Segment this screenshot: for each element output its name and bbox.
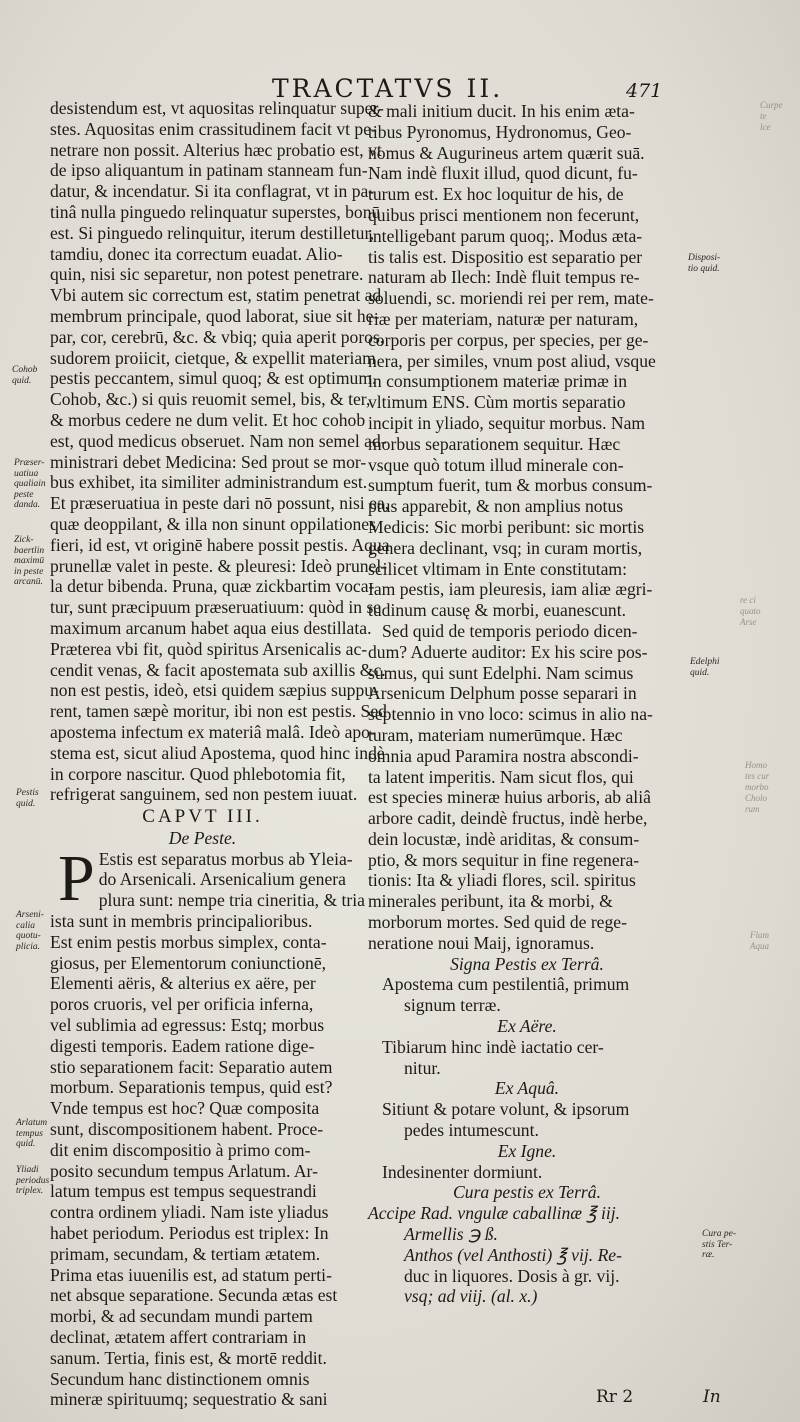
text-line: riæ per materiam, naturæ per naturam,	[368, 308, 639, 329]
section-heading: Signa Pestis ex Terrâ.	[450, 953, 604, 974]
text-line: sunt, discompositionem habent. Proce-	[50, 1119, 324, 1140]
text-line: de ipso aliquantum in patinam stanneam fun-	[50, 160, 368, 181]
text-line: est, quod medicus obseruet. Nam non semel ad-	[50, 430, 387, 451]
text-line: Sed quid de temporis periodo dicen-	[382, 620, 638, 641]
text-line: ta latent imperitis. Nam sicut flos, qui	[368, 766, 634, 787]
text-line: giosus, per Elementorum coniunctionē,	[50, 952, 327, 973]
signature-mark: Rr 2	[596, 1387, 634, 1407]
text-line: plura sunt: nempe tria cineritia, & tria	[98, 890, 365, 911]
text-line: tis talis est. Dispositio est separatio per	[368, 246, 643, 267]
text-line: desistendum est, vt aquositas relinquatur super-	[50, 98, 384, 118]
text-line: sanum. Tertia, finis est, & mortē reddit.	[50, 1347, 327, 1368]
margin-note: Cohob quid.	[12, 365, 38, 386]
text-line: Estis est separatus morbus ab Yleia-	[98, 848, 353, 869]
text-line: sumus, qui sunt Edelphi. Nam scimus	[368, 662, 634, 683]
text-line: tamdiu, donec ita correctum euadat. Alio-	[50, 243, 343, 264]
text-line: fieri, id est, vt originē habere possit pestis. Aqua	[50, 534, 390, 555]
text-line: pestis peccantem, simul quoq; & est optimum.	[50, 368, 377, 389]
catchword: In	[703, 1387, 721, 1407]
text-line: Præterea vbi fit, quòd spiritus Arsenicalis ac-	[50, 638, 368, 659]
text-line: est species mineræ huius arboris, ab aliâ	[368, 787, 651, 808]
text-line: par, cor, cerebrū, &c. & vbiq; quia aperit poros,	[50, 326, 385, 347]
chapter-heading: CAPVT III.	[142, 806, 263, 828]
text-line: quin, nisi sic separetur, non potest penetrare.	[50, 264, 364, 285]
text-line: habet periodum. Periodus est triplex: In	[50, 1223, 329, 1244]
text-line: nera, per similes, vnum post aliud, vsque	[368, 350, 656, 371]
margin-note: Zick- baertlin maximū in peste arcanū.	[14, 535, 45, 587]
bleed-through-text: Curpe te lce	[760, 100, 783, 132]
text-line: in corpore nascitur. Quod phlebotomia fit,	[50, 763, 346, 784]
section-heading: Ex Aëre.	[497, 1016, 557, 1037]
section-heading: Cura pestis ex Terrâ.	[453, 1182, 601, 1203]
margin-note: Præser- uatiua qualiain peste danda.	[14, 458, 46, 510]
margin-note: Edelphi quid.	[690, 657, 720, 678]
bleed-through-text: re ci quato Arse	[740, 595, 761, 627]
text-line: Tibiarum hinc indè iactatio cer-	[382, 1036, 604, 1057]
text-line: in consumptionem materiæ primæ in	[368, 371, 627, 392]
text-line: septennio in vno loco: scimus in alio na-	[368, 704, 653, 725]
text-line: minerales peribunt, ita & morbi, &	[368, 891, 613, 912]
text-line: naturam ab Ilech: Indè fluit tempus re-	[368, 267, 640, 288]
text-line: tur, sunt præcipuum præseruatiuum: quòd in se	[50, 597, 382, 618]
left-column	[50, 98, 390, 1410]
text-line: stes. Aquositas enim crassitudinem facit vt pe-	[50, 118, 377, 139]
bleed-through-text: Homo tes cur morbo Cholo rum	[745, 760, 770, 814]
left-column-text	[50, 98, 390, 805]
text-line: arbore cadit, deindè fructus, indè herbe,	[368, 808, 648, 829]
text-line: dum? Aduerte auditor: Ex his scire pos-	[368, 641, 648, 662]
text-line: ptio, & mors sequitur in fine regenera-	[368, 849, 640, 870]
text-line: scilicet vltimam in Ente constitutam:	[368, 558, 627, 579]
text-line: posito secundum tempus Arlatum. Ar-	[50, 1160, 318, 1181]
page-number: 471	[626, 80, 663, 102]
text-line: morbum. Separationis tempus, quid est?	[50, 1077, 333, 1098]
recipe-line: Armellis ℈ ß.	[404, 1224, 498, 1245]
text-line: poros cruoris, vel per orificia inferna,	[50, 994, 314, 1015]
margin-note: Arseni- calia quotu- plicia.	[16, 910, 44, 952]
text-line: maximum arcanum habet aqua eius destillata.	[50, 617, 372, 638]
text-line: nitur.	[404, 1057, 441, 1078]
text-line: & morbus cedere ne dum velit. Et hoc cohob	[50, 409, 366, 430]
drop-cap: P	[58, 841, 95, 915]
text-line: signum terræ.	[404, 995, 501, 1016]
text-line: do Arsenicali. Arsenicalium genera	[98, 869, 346, 890]
text-line: Secundum hanc distinctionem omnis	[50, 1368, 310, 1389]
text-line: dit enim discompositio à primo com-	[50, 1139, 311, 1160]
text-line: vltimum ENS. Cùm mortis separatio	[368, 392, 626, 413]
text-line: incipit in yliado, sequitur morbus. Nam	[368, 412, 646, 433]
recipe-line: Accipe Rad. vngulæ caballinæ ℥ iij.	[368, 1203, 621, 1224]
section-heading: Ex Aquâ.	[494, 1078, 560, 1099]
text-line: turum est. Ex hoc loquitur de his, de	[368, 184, 624, 205]
right-column-text	[368, 101, 686, 621]
text-line: sudorem proiicit, cietque, & expellit materiam	[50, 347, 376, 368]
text-line: bus exhibet, ita similiter administrandum est.	[50, 472, 368, 493]
text-line: tinâ nulla pinguedo relinquatur superstes, bonū	[50, 201, 381, 222]
text-line: vsque quò totum illud minerale con-	[368, 454, 624, 475]
text-line: tibus Pyronomus, Hydronomus, Geo-	[368, 121, 632, 142]
margin-note: Pestis quid.	[16, 788, 39, 809]
text-line: Est enim pestis morbus simplex, conta-	[50, 931, 327, 952]
recipe-line: duc in liquores. Dosis à gr. vij.	[404, 1265, 620, 1286]
text-line: Prima etas iuuenilis est, ad statum perti-	[50, 1264, 332, 1285]
text-line: Cohob, &c.) si quis reuomit semel, bis, & ter,	[50, 389, 371, 410]
text-line: dein locustæ, indè ariditas, & consum-	[368, 828, 640, 849]
text-line: digesti temporis. Eadem ratione dige-	[50, 1035, 315, 1056]
text-line: non est pestis, ideò, etsi quidem sæpius suppu-	[50, 680, 379, 701]
text-line: neratione noui Maij, ignoramus.	[368, 932, 595, 953]
margin-note: Yliadi periodus triplex.	[16, 1165, 50, 1196]
text-line: apostema infectum ex materiâ malâ. Ideò apo-	[50, 721, 376, 742]
text-line: net absque separatione. Secunda ætas est	[50, 1285, 338, 1306]
text-line: latum tempus est tempus sequestrandi	[50, 1181, 317, 1202]
text-line: omnia apud Paramira nostra abscondi-	[368, 745, 639, 766]
text-line: membrum principale, quod laborat, siue sit he-	[50, 305, 380, 326]
text-line: genera declinant, vsq; in curam mortis,	[368, 537, 643, 558]
text-line: tudinum causę & morbi, euanescunt.	[368, 600, 626, 621]
text-line: Apostema cum pestilentiâ, primum	[382, 974, 630, 995]
section-heading: Ex Igne.	[497, 1140, 557, 1161]
text-line: & mali initium ducit. In his enim æta-	[368, 101, 635, 121]
margin-note: Disposi- tio quid.	[688, 253, 721, 274]
text-line: Iam pestis, iam pleuresis, iam aliæ ægri-	[368, 579, 653, 600]
text-line: datur, & incendatur. Si ita conflagrat, vt in pa-	[50, 181, 375, 202]
text-line: cendit venas, & facit apostemata sub axillis &c.	[50, 659, 386, 680]
text-line: morborum mortes. Sed quid de rege-	[368, 912, 627, 933]
text-line: soluendi, sc. moriendi rei per rem, mate-	[368, 288, 654, 309]
text-line: Vbi autem sic correctum est, statim penetrat ad	[50, 285, 382, 306]
text-line: rent, tamen sæpè moritur, ibi non est pestis. Sed	[50, 701, 387, 722]
text-line: turam, materiam numerūmque. Hæc	[368, 724, 623, 745]
bleed-through-text: Flam Aqua	[750, 930, 769, 951]
text-line: stema est, sicut aliud Apostema, quod hinc indè	[50, 742, 385, 763]
text-line: Vnde tempus est hoc? Quæ composita	[50, 1098, 320, 1119]
text-line: la detur bibenda. Pruna, quæ zickbartim voca-	[50, 576, 375, 597]
right-column-text	[368, 621, 686, 954]
text-line: corporis per corpus, per species, per ge-	[368, 329, 649, 350]
text-line: Indesinenter dormiunt.	[382, 1161, 543, 1182]
text-line: Et præseruatiua in peste dari nō possunt, nisi ea,	[50, 493, 390, 514]
text-line: contra ordinem yliadi. Nam iste yliadus	[50, 1202, 329, 1223]
text-line: tionis: Ita & yliadi flores, scil. spiritus	[368, 870, 636, 891]
text-line: Medicis: Sic morbi peribunt: sic mortis	[368, 516, 645, 537]
text-line: stio separationem facit: Separatio autem	[50, 1056, 333, 1077]
text-line: est. Si pinguedo relinquitur, iterum destilletur,	[50, 222, 375, 243]
text-line: ministrari debet Medicina: Sed prout se mor-	[50, 451, 367, 472]
text-line: Nam indè fluxit illud, quod dicunt, fu-	[368, 163, 638, 184]
right-column	[368, 101, 686, 1307]
text-line: primam, secundam, & tertiam ætatem.	[50, 1243, 321, 1264]
text-line: refrigerat sanguinem, sed non pestem iuuat.	[50, 784, 358, 805]
text-line: vel sublimia ad egressus: Estq; morbus	[50, 1015, 325, 1036]
text-line: nomus & Augurineus artem quærit suā.	[368, 142, 645, 163]
text-line: morbi, & ad secundam mundi partem	[50, 1306, 313, 1327]
text-line: ptus apparebit, & non amplius notus	[368, 496, 624, 517]
left-column-text	[50, 890, 365, 1410]
recipe-line: Anthos (vel Anthosti) ℥ vij. Re-	[404, 1244, 622, 1265]
text-line: prunellæ valet in peste. & pleuresi: Ideò prunel-	[50, 555, 388, 576]
margin-note: Cura pe- stis Ter- ræ.	[702, 1229, 737, 1260]
text-line: declinat, ætatem affert contrariam in	[50, 1327, 307, 1348]
text-line: Elementi aëris, & alterius ex aëre, per	[50, 973, 316, 994]
running-header: TRACTATVS II.	[272, 74, 504, 103]
text-line: pedes intumescunt.	[404, 1120, 539, 1141]
text-line: ista sunt in membris principalioribus.	[50, 911, 313, 932]
chapter-subtitle: De Peste.	[168, 827, 237, 848]
text-line: quibus prisci mentionem non fecerunt,	[368, 204, 640, 225]
text-line: sumptum fuerit, tum & morbus consum-	[368, 475, 653, 496]
margin-note: Arlatum tempus quid.	[16, 1118, 48, 1149]
recipe-line: vsq; ad viij. (al. x.)	[404, 1286, 538, 1307]
text-line: intelligebant parum quoq;. Modus æta-	[368, 225, 643, 246]
text-line: mineræ spirituumq; sequestratio & sani	[50, 1389, 328, 1410]
text-line: quæ deoppilant, & illa non sinunt oppilationes	[50, 513, 376, 534]
text-line: Sitiunt & potare volunt, & ipsorum	[382, 1099, 630, 1120]
text-line: Arsenicum Delphum posse separari in	[368, 683, 637, 704]
text-line: morbus separationem sequitur. Hæc	[368, 433, 621, 454]
text-line: netrare non possit. Alterius hæc probatio est, vt	[50, 139, 382, 160]
